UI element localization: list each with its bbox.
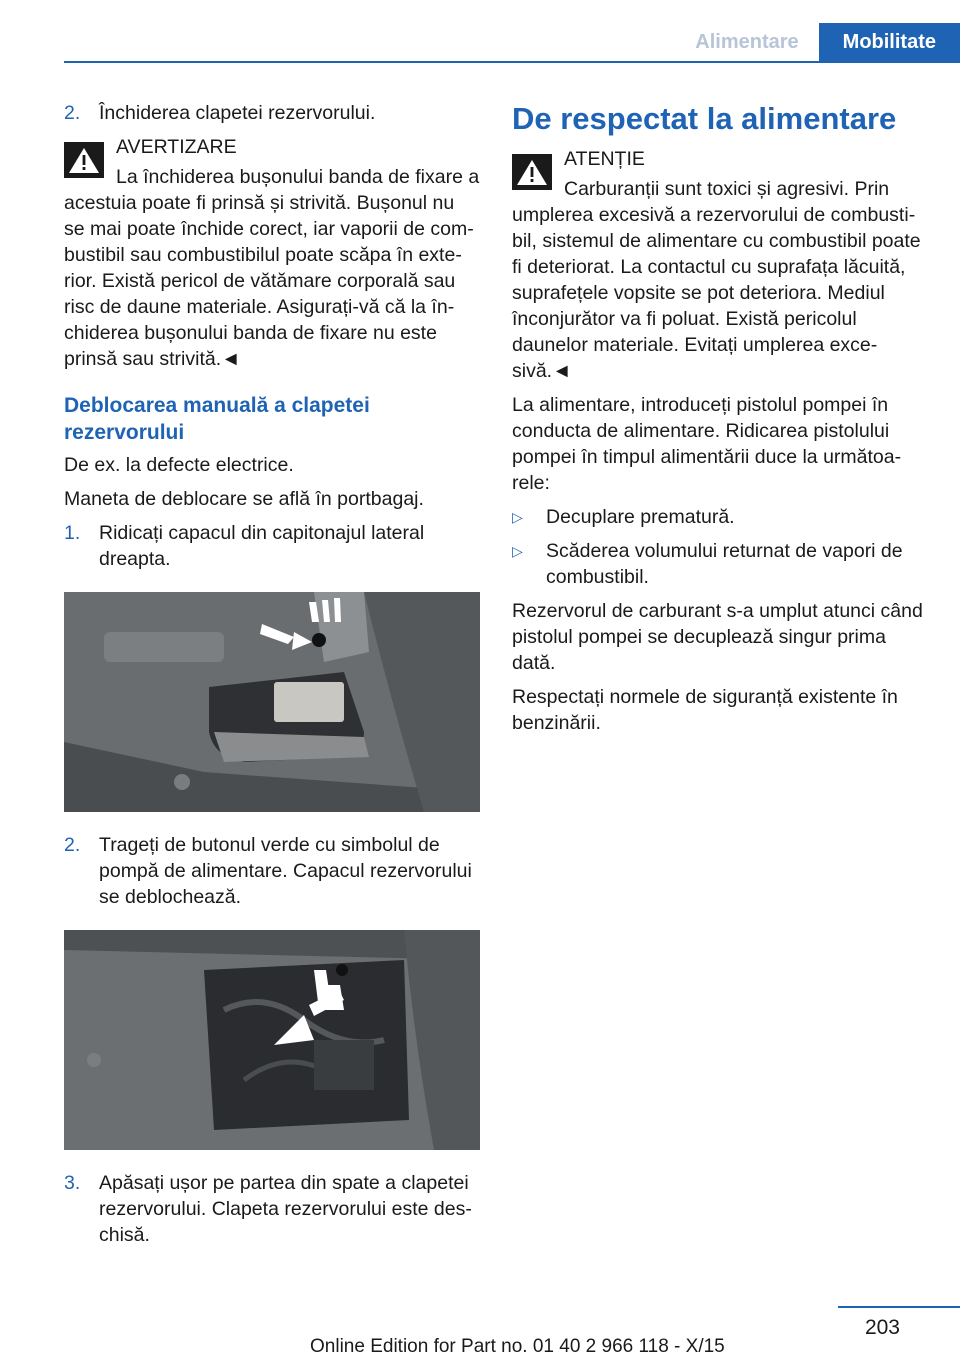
caution-block [512, 146, 928, 384]
step-text: Apăsați ușor pe partea din spate a clapetei rezervorului. Clapeta rezervorului este deschisă. [99, 1172, 472, 1246]
paragraph-safety: Respectați normele de siguranță existente în benzinării. [512, 686, 898, 734]
header-tabs [675, 23, 960, 61]
step-lift-cover [64, 520, 480, 572]
right-column [512, 100, 928, 744]
paragraph-electrical-defects: De ex. la defecte electrice. [64, 454, 294, 476]
header-rule [64, 61, 960, 63]
paragraph-tank-full: Rezervorul de carburant s-a umplut atunci când pistolul pompei se decuplează singur prima dată. [512, 600, 923, 674]
page-number: 203 [864, 1316, 900, 1339]
caution-first-line: Carburanții sunt toxici și agresivi. Prin [564, 178, 890, 200]
step-press-flap [64, 1170, 480, 1248]
list-item-text: Decuplare prematură. [546, 506, 735, 528]
paragraph-release-lever: Maneta de deblocare se află în portbagaj. [64, 488, 424, 510]
trunk-cover-photo [64, 592, 480, 812]
step-text: Închiderea clapetei rezervorului. [99, 102, 376, 124]
section-title-refueling: De respectat la alimentare [512, 101, 897, 136]
left-column [64, 100, 480, 1256]
warning-text: acestuia poate fi prinsă și strivită. Bușonul nu se mai poate închide corect, iar vaporii de combustibil sau combustibilul poate scăpa în exterior. Există pericol de vătămare corporală sau risc de daune materiale. Asigurați-vă că la închiderea bușonului banda de fixare nu este prinsă sau strivită.◄ [64, 192, 474, 370]
step-text: Ridicați capacul din capitonajul lateral dreapta. [99, 522, 425, 570]
warning-block [64, 134, 480, 372]
list-item-text: Scăderea volumului returnat de vapori de combustibil. [546, 540, 903, 588]
bullet-icon: ▷ [512, 543, 523, 559]
step-close-flap [64, 100, 480, 126]
release-handle-photo [64, 930, 480, 1150]
warning-triangle-icon [64, 142, 104, 178]
step-number: 3. [64, 1172, 81, 1194]
warning-heading: AVERTIZARE [116, 136, 237, 158]
warning-triangle-icon [512, 154, 552, 190]
footer-rule [838, 1306, 960, 1308]
edition-line: Online Edition for Part no. 01 40 2 966 118 - X/15 [310, 1336, 725, 1357]
tab-alimentare[interactable]: Alimentare [675, 23, 818, 61]
list-item [512, 504, 928, 530]
step-number: 2. [64, 834, 81, 856]
list-item [512, 538, 928, 590]
step-number: 1. [64, 522, 81, 544]
tab-mobilitate[interactable]: Mobilitate [819, 23, 960, 61]
step-pull-button [64, 832, 480, 910]
step-number: 2. [64, 102, 81, 124]
section-title-manual-release: Deblocarea manuală a clapetei rezervorului [64, 394, 370, 444]
warning-first-line: La închiderea bușonului banda de fixare a [116, 166, 480, 188]
step-text: Trageți de butonul verde cu simbolul de pompă de alimentare. Capacul rezervorului se deblochează. [99, 834, 472, 908]
bullet-icon: ▷ [512, 509, 523, 525]
caution-text: umplerea excesivă a rezervorului de combustibil, sistemul de alimentare cu combustibil poate fi deteriorat. La contactul cu suprafața lăcuită, suprafețele vopsite se pot deteriora. Mediul înconjurător va fi poluat. Există pericolul daunelor materiale. Evitați umplerea excesivă.◄ [512, 204, 921, 382]
paragraph-refueling: La alimentare, introduceți pistolul pompei în conducta de alimentare. Ridicarea pistolului pompei în timpul alimentării duce la următoarele: [512, 394, 902, 494]
caution-heading: ATENȚIE [564, 148, 645, 170]
